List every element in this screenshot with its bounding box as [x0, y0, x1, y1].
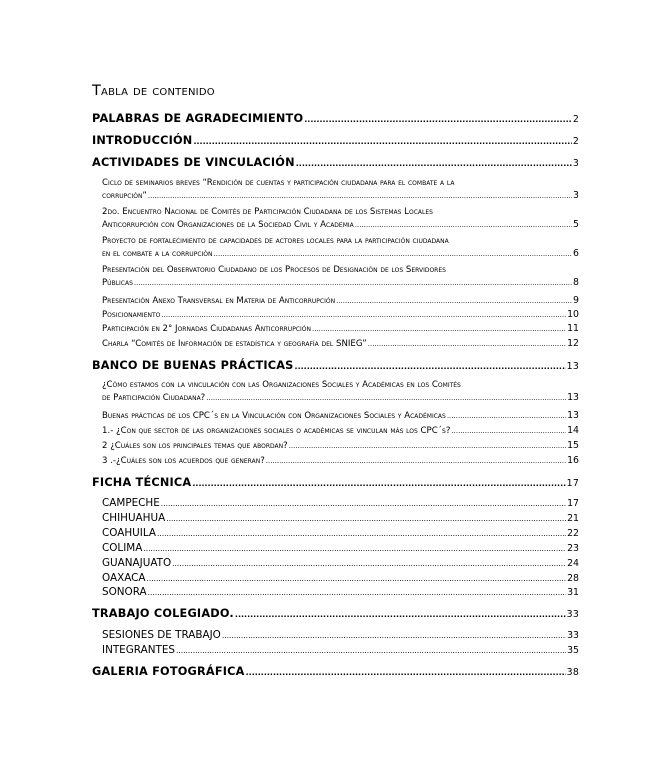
toc-entry[interactable] — [92, 134, 579, 147]
toc-entry-page: 28 — [567, 573, 579, 584]
dot-leader — [157, 527, 566, 539]
toc-entry-text: GALERIA FOTOGRÁFICA — [92, 665, 245, 678]
toc-entry-page: 11 — [567, 323, 579, 334]
toc-entry[interactable] — [92, 156, 579, 169]
toc-entry[interactable] — [102, 380, 579, 403]
toc-entry-page: 3 — [572, 158, 579, 169]
toc-entry[interactable] — [102, 309, 579, 320]
toc-entry-text: SESIONES DE TRABAJO — [102, 629, 221, 641]
toc-entry-line1: Ciclo de seminarios breves “Rendición de cuentas y participación ciudadana para el combate a la — [102, 178, 455, 188]
toc-entry-page: 13 — [566, 361, 579, 372]
toc-entry[interactable] — [102, 295, 579, 306]
toc-entry-line2: en el combate a la corrupción — [102, 249, 213, 259]
toc-entry[interactable] — [102, 338, 579, 349]
dot-leader — [296, 156, 572, 169]
toc-entry-line2: Anticorrupción con Organizaciones de la Sociedad Civil y Academia — [102, 220, 354, 230]
toc-entry[interactable] — [102, 557, 579, 569]
toc-entry-page: 17 — [567, 498, 579, 509]
toc-entry-text: COAHUILA — [102, 527, 156, 539]
toc-entry-page: 16 — [567, 455, 579, 466]
toc-entry[interactable] — [102, 178, 579, 201]
toc-entry-page: 38 — [566, 667, 579, 678]
toc-entry[interactable] — [102, 586, 579, 598]
toc-entry-line1: Proyecto de fortalecimiento de capacidades de actores locales para la participación ciudadana — [102, 236, 449, 246]
toc-entry-page: 3 — [573, 190, 579, 201]
toc-entry-line2: corrupción” — [102, 191, 147, 201]
toc-entry-text: Participación en 2° Jornadas Ciudadanas Anticorrupción — [102, 324, 311, 334]
dot-leader — [161, 497, 566, 509]
toc-entry-page: 2 — [572, 114, 579, 125]
toc-title: Tabla de contenido — [92, 83, 215, 99]
toc-entry-text: FICHA TÉCNICA — [92, 476, 192, 489]
toc-entry[interactable] — [102, 572, 579, 584]
toc-entry[interactable] — [102, 265, 579, 288]
toc-entry[interactable] — [102, 323, 579, 334]
toc-entry-page: 6 — [573, 248, 579, 259]
toc-entry[interactable] — [102, 425, 579, 436]
dot-leader — [304, 112, 572, 125]
toc-entry[interactable] — [92, 359, 579, 372]
toc-entry-text: CAMPECHE — [102, 497, 160, 509]
dot-leader — [148, 191, 572, 201]
toc-entry[interactable] — [102, 236, 579, 259]
dot-leader — [172, 557, 566, 569]
toc-entry-page: 33 — [567, 630, 579, 641]
toc-entry-text: 3 .-¿Cuáles son los acuerdos que generan? — [102, 456, 265, 466]
dot-leader — [451, 426, 566, 436]
dot-leader — [134, 278, 572, 288]
toc-entry-line2: Públicas — [102, 278, 133, 288]
dot-leader — [176, 644, 566, 656]
dot-leader — [222, 629, 566, 641]
toc-entry-page: 31 — [567, 587, 579, 598]
toc-entry-page: 10 — [567, 309, 579, 320]
toc-entry-text: PALABRAS DE AGRADECIMIENTO — [92, 112, 304, 125]
toc-entry-text: SONORA — [102, 586, 147, 598]
dot-leader — [143, 542, 566, 554]
dot-leader — [368, 339, 566, 349]
toc-entry-page: 15 — [567, 440, 579, 451]
toc-entry-page: 23 — [567, 543, 579, 554]
toc-entry-text: Charla “Comités de Información de estadística y geografía del SNIEG” — [102, 339, 367, 349]
toc-entry[interactable] — [102, 542, 579, 554]
toc-entry-text: CHIHUAHUA — [102, 512, 166, 524]
toc-entry-page: 13 — [567, 410, 579, 421]
toc-entry-text: Posicionamiento — [102, 310, 161, 320]
dot-leader — [166, 512, 566, 524]
toc-entry[interactable] — [102, 440, 579, 451]
toc-entry[interactable] — [102, 527, 579, 539]
dot-leader — [266, 456, 566, 466]
toc-entry[interactable] — [102, 497, 579, 509]
dot-leader — [192, 476, 565, 489]
toc-entry-text: Presentación Anexo Transversal en Materia de Anticorrupción — [102, 296, 336, 306]
dot-leader — [447, 411, 566, 421]
toc-entry[interactable] — [102, 455, 579, 466]
toc-entry-text: INTRODUCCIÓN — [92, 134, 193, 147]
toc-entry-page: 17 — [566, 478, 579, 489]
toc-entry-page: 14 — [567, 425, 579, 436]
toc-entry-line2: de Participación Ciudadana? — [102, 393, 206, 403]
toc-entry-page: 35 — [567, 645, 579, 656]
toc-entry-text: OAXACA — [102, 572, 146, 584]
toc-entry-page: 5 — [573, 219, 579, 230]
toc-entry[interactable] — [102, 512, 579, 524]
toc-entry-text: ACTIVIDADES DE VINCULACIÓN — [92, 156, 295, 169]
toc-entry-page: 8 — [573, 277, 579, 288]
dot-leader — [312, 324, 566, 334]
toc-entry-text: Buenas prácticas de los CPC´s en la Vinculación con Organizaciones Sociales y Académicas — [102, 411, 446, 421]
dot-leader — [148, 586, 566, 598]
toc-entry-text: GUANAJUATO — [102, 557, 172, 569]
toc-entry-page: 21 — [567, 513, 579, 524]
toc-entry-page: 2 — [572, 136, 579, 147]
dot-leader — [147, 572, 567, 584]
toc-entry-line1: 2do. Encuentro Nacional de Comités de Participación Ciudadana de los Sistemas Locales — [102, 207, 433, 217]
dot-leader — [289, 441, 566, 451]
dot-leader — [214, 249, 573, 259]
dot-leader — [336, 296, 572, 306]
toc-entry-text: INTEGRANTES — [102, 644, 175, 656]
toc-entry-line1: Presentación del Observatorio Ciudadano de los Procesos de Designación de los Servidores — [102, 265, 446, 275]
toc-entry-page: 22 — [567, 528, 579, 539]
toc-entry-page: 13 — [567, 392, 579, 403]
toc-entry-text: TRABAJO COLEGIADO. — [92, 607, 234, 620]
dot-leader — [355, 220, 572, 230]
toc-entry-page: 9 — [573, 295, 579, 306]
toc-entry-text: 2 ¿Cuáles son los principales temas que abordan? — [102, 441, 288, 451]
dot-leader — [246, 665, 566, 678]
toc-entry[interactable] — [102, 410, 579, 421]
toc-entry-text: COLIMA — [102, 542, 143, 554]
toc-entry[interactable] — [102, 644, 579, 656]
toc-entry-text: 1.- ¿Con que sector de las organizaciones sociales o académicas se vinculan más los CPC´s? — [102, 426, 451, 436]
toc-entry-page: 12 — [567, 338, 579, 349]
dot-leader — [193, 134, 571, 147]
dot-leader — [206, 393, 566, 403]
toc-entry-text: BANCO DE BUENAS PRÁCTICAS — [92, 359, 294, 372]
dot-leader — [235, 607, 566, 620]
toc-entry[interactable] — [92, 607, 579, 620]
toc-entry[interactable] — [102, 629, 579, 641]
toc-entry[interactable] — [92, 112, 579, 125]
toc-entry[interactable] — [92, 665, 579, 678]
toc-entry[interactable] — [92, 476, 579, 489]
toc-entry-page: 24 — [567, 558, 579, 569]
toc-entry-page: 33 — [566, 609, 579, 620]
toc-entry-line1: ¿Cómo estamos con la vinculación con las Organizaciones Sociales y Académicas en los Comités — [102, 380, 461, 390]
dot-leader — [161, 310, 566, 320]
dot-leader — [295, 359, 566, 372]
toc-entry[interactable] — [102, 207, 579, 230]
